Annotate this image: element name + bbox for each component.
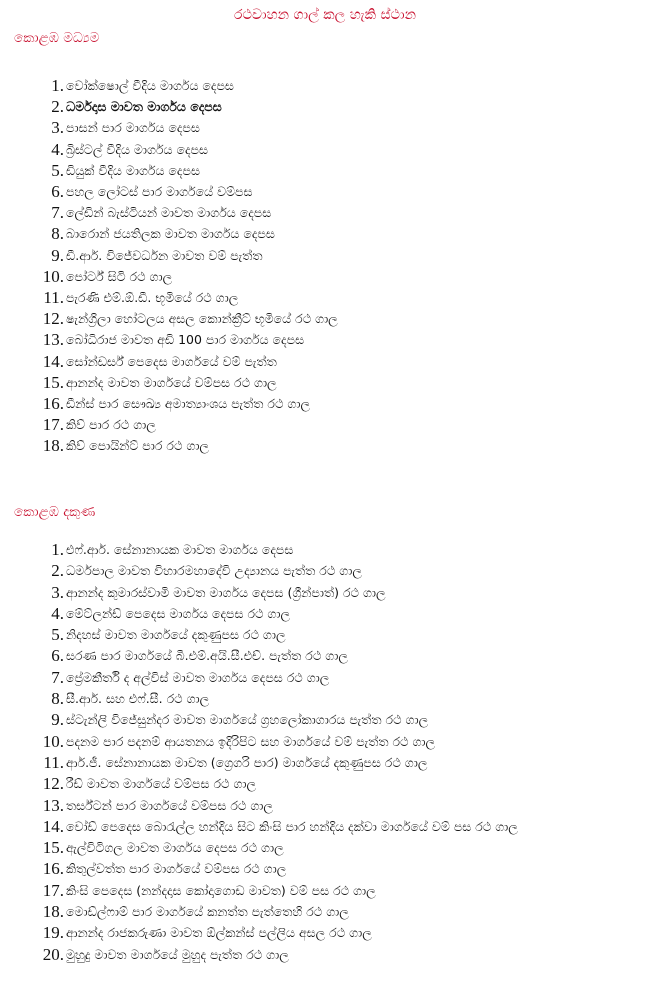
item-text: පහල ලෝටස් පාර මාර්ගයේ වම්පස [66, 184, 253, 200]
list-item [0, 731, 650, 752]
item-number: 11. [43, 752, 64, 772]
item-text: ඩීන්ස් පාර සෞඛ්‍ය අමාත්‍යාංශය පැත්ත රථ ගාල [66, 396, 311, 412]
list-item [0, 752, 650, 773]
item-number: 9. [51, 710, 64, 730]
list-item [0, 922, 650, 943]
item-number: 14. [42, 351, 64, 371]
item-text: බ්‍රිස්ටල් වීදිය මාර්ගය දෙපස [66, 141, 208, 157]
list-item [0, 539, 650, 560]
list-item [0, 308, 650, 329]
item-number: 17. [42, 880, 64, 900]
item-text: පාසන් පාර මාර්ගය දෙපස [66, 120, 200, 136]
list-item [0, 858, 650, 879]
item-text: සෝන්ඩර්ස් පෙදෙස මාර්ගයේ වම් පැත්ත [66, 353, 277, 369]
item-text: මුහුදු මාවත මාර්ගයේ මුහුද පැත්ත රථ ගාල [66, 946, 289, 962]
list-item [0, 245, 650, 266]
item-text: තර්ස්ටන් පාර මාර්ගයේ වම්පස රථ ගාල [66, 797, 273, 813]
item-text: කිතුල්වත්ත පාර මාර්ගයේ වම්පස රථ ගාල [66, 861, 287, 877]
item-text: ඇල්විටිගල මාවත මාර්ගය දෙපස රථ ගාල [66, 840, 284, 856]
item-text: ෂැන්ග්‍රිලා හෝටලය අසල කොන්ක්‍රීට් භූමියේ රථ ගාල [66, 311, 338, 327]
item-number: 19. [42, 923, 64, 943]
item-text: ආනන්ද කුමාරස්වාමි මාවත මාර්ගය දෙපස (ග්‍රීන්පාත්) රථ ගාල [66, 584, 386, 600]
list-item [0, 773, 650, 794]
list-item [0, 329, 650, 350]
item-number: 10. [42, 266, 64, 286]
item-text: රීඩ් මාවත මාර්ගයේ වම්පස රථ ගාල [66, 776, 257, 792]
item-number: 14. [42, 816, 64, 836]
list-item [0, 139, 650, 160]
list-item [0, 560, 650, 581]
item-number: 15. [42, 838, 64, 858]
parking-list-colombo-central [0, 75, 650, 457]
item-text: ඩියුක් වීදිය මාර්ගය දෙපස [66, 162, 200, 178]
item-number: 13. [42, 795, 64, 815]
list-item [0, 287, 650, 308]
item-number: 1. [51, 76, 64, 95]
list-item [0, 372, 650, 393]
list-item [0, 603, 650, 624]
item-text: කිංසි පෙදෙස (නන්දදාස කෝදාගොඩ මාවත) වම් පස රථ ගාල [66, 882, 376, 898]
list-item [0, 688, 650, 709]
parking-list-colombo-south [0, 539, 650, 965]
item-number: 16. [42, 859, 64, 879]
item-number: 12. [42, 309, 64, 329]
item-number: 3. [51, 582, 64, 602]
item-text: නිදහස් මාවත මාර්ගයේ දකුණුපස රථ ගාල [66, 627, 286, 643]
item-number: 3. [51, 118, 64, 138]
item-number: 17. [42, 415, 64, 435]
item-text: බාරොන් ජයතිලක මාවත මාර්ගය දෙපස [66, 226, 275, 242]
list-item [0, 96, 650, 117]
list-item [0, 667, 650, 688]
list-item [0, 816, 650, 837]
list-item [0, 709, 650, 730]
list-item [0, 202, 650, 223]
item-number: 11. [43, 288, 64, 308]
item-number: 12. [42, 774, 64, 794]
list-item [0, 582, 650, 603]
item-number: 4. [51, 139, 64, 159]
list-item [0, 181, 650, 202]
item-text: ඩී.ආර්. විජේවර්ධන මාවත වම් පැත්ත [66, 247, 263, 263]
item-text: එෆ්.ආර්. සේනානායක මාවත මාර්ගය දෙපස [66, 542, 294, 557]
item-text: බෝධිරාජ මාවත අඩි 100 පාර මාර්ගය දෙපස [66, 332, 305, 348]
item-number: 16. [42, 394, 64, 414]
item-number: 8. [51, 689, 64, 709]
item-number: 5. [51, 625, 64, 645]
item-number: 13. [42, 330, 64, 350]
item-text: පදනම පාර පදනම් ආයතනය ඉදිරිපිට සහ මාර්ගයේ වම් පැත්ත රථ ගාල [66, 733, 436, 749]
item-text: ආනන්ද රාජකරුණා මාවත ඕල්කන්ස් පල්ලිය අසල රථ ගාල [66, 925, 372, 941]
list-item [0, 944, 650, 965]
item-text: ආර්.ජී. සේනානායක මාවත (ග්‍රෙගරි පාර) මාර්ගයේ දකුණුපස රථ ගාල [66, 754, 428, 770]
item-number: 18. [42, 436, 64, 456]
item-text: ප්‍රේමකීර්ති ද අල්විස් මාවත මාර්ගය දෙපස රථ ගාල [66, 669, 330, 685]
item-text: සී.ආර්. සහ එෆ්.සී. රථ ගාල [66, 691, 210, 707]
item-number: 15. [42, 372, 64, 392]
item-text: වෝඩ් පෙදෙස බොරැල්ල හන්දිය සිට කිංසි පාර හන්දිය දක්වා මාර්ගයේ වම් පස රථ ගාල [66, 818, 518, 834]
list-item [0, 645, 650, 666]
list-item [0, 393, 650, 414]
item-number: 2. [51, 561, 64, 581]
item-number: 1. [51, 540, 64, 559]
item-text: කිව් පාර රථ ගාල [66, 417, 156, 433]
item-number: 8. [51, 224, 64, 244]
list-item [0, 351, 650, 372]
item-number: 18. [42, 902, 64, 922]
list-item [0, 901, 650, 922]
item-number: 9. [51, 245, 64, 265]
page-title: රථවාහන ගාල් කල හැකි ස්ථාන [234, 7, 416, 23]
item-number: 5. [51, 160, 64, 180]
item-number: 7. [51, 203, 64, 223]
item-text: කිව් පොයින්ට් පාර රථ ගාල [66, 438, 209, 454]
item-number: 7. [51, 667, 64, 687]
list-item [0, 624, 650, 645]
item-number: 6. [51, 182, 64, 202]
item-text: ලේඩින් බැස්ටියන් මාවත මාර්ගය දෙපස [66, 205, 272, 221]
item-number: 10. [42, 731, 64, 751]
item-text: වෝක්ෂොල් වීදිය මාර්ගය දෙපස [66, 78, 234, 93]
list-item [0, 795, 650, 816]
item-text: ආනන්ද මාවත මාර්ගයේ වම්පස රථ ගාල [66, 374, 277, 390]
list-item [0, 837, 650, 858]
item-text: ස්ටැන්ලි විජේසුන්දර මාවත මාර්ගයේ ග්‍රහලෝකාගාරය පැත්ත රථ ගාල [66, 712, 429, 728]
item-text: ධර්මපාල මාවත විහාරමහාදේවි උද්‍යානය පැත්ත රථ ගාල [66, 563, 362, 579]
item-number: 20. [42, 944, 64, 964]
list-item [0, 435, 650, 456]
list-item [0, 880, 650, 901]
list-item [0, 160, 650, 181]
item-text: මොඩ්ල්ෆාම් පාර මාර්ගයේ කනත්ත පැත්තෙහි රථ ගාල [66, 904, 349, 920]
list-item [0, 414, 650, 435]
section-heading-colombo-south: කොළඹ දකුණ [14, 504, 96, 520]
list-item [0, 266, 650, 287]
item-number: 4. [51, 603, 64, 623]
item-number: 6. [51, 646, 64, 666]
item-number: 2. [51, 97, 64, 117]
list-item [0, 75, 650, 96]
item-text: පෝර්ට් සිටි රථ ගාල [66, 268, 173, 284]
list-item [0, 223, 650, 244]
item-text: සරණ පාර මාර්ගයේ බී.එම්.අයි.සී.එච්. පැත්ත රථ ගාල [66, 648, 348, 664]
list-item [0, 117, 650, 138]
item-text: පැරණි එම්.ඕ.ඩී. භූමියේ රථ ගාල [66, 290, 239, 306]
section-heading-colombo-central: කොළඹ මධ්‍යම [14, 30, 100, 46]
item-text: ධර්මදාස මාවත මාර්ගය දෙපස [66, 99, 222, 115]
item-text: මේට්ලන්ඩ් පෙදෙස මාර්ගය දෙපස රථ ගාල [66, 605, 291, 621]
